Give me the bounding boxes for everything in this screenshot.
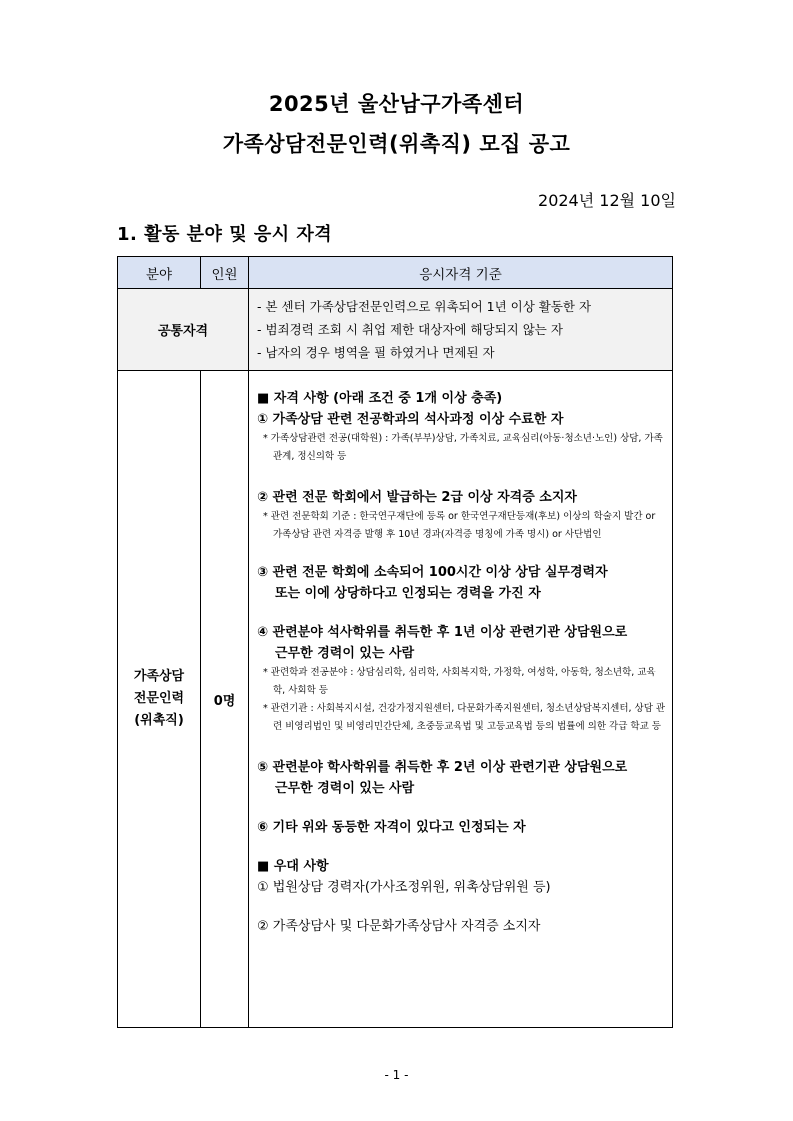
page-number: - 1 - [384,1068,409,1082]
common-row [118,289,673,371]
announcement-date: 2024년 12월 10일 [538,191,676,210]
requirements-heading: ■ 자격 사항 (아래 조건 중 1개 이상 충족) [257,391,503,406]
requirement-note: * 관련 전문학회 기준 : 한국연구재단에 등록 or 한국연구재단등재(후보) 이상의 학술지 발간 or 가족상담 관련 자격증 발행 후 10년 경과(자격증 명칭에 가족 명시) or 사단법인 [263,511,656,540]
requirement-note: * 가족상담관련 전공(대학원) : 가족(부부)상담, 가족치료, 교육심리(아동·청소년·노인) 상담, 가족관계, 정신의학 등 [263,433,663,462]
requirement-item: ② 관련 전문 학회에서 발급하는 2급 이상 자격증 소지자 [257,490,577,505]
requirement-item: ⑤ 관련분야 학사학위를 취득한 후 2년 이상 관련기관 상담원으로 근무한 경력이 있는 사람 [257,760,628,796]
common-line: - 남자의 경우 병역을 필 하였거나 면제된 자 [257,345,495,360]
common-label: 공통자격 [118,289,249,371]
qualification-details [249,371,673,1028]
common-qualifications [249,289,673,371]
preference-item: ② 가족상담사 및 다문화가족상담사 자격증 소지자 [257,919,541,934]
title-line-1: 2025년 울산남구가족센터 [268,92,525,116]
requirement-item: ③ 관련 전문 학회에 소속되어 100시간 이상 상담 실무경력자 또는 이에 상당하다고 인정되는 경력을 가진 자 [257,565,608,601]
field-name: 가족상담 전문인력 (위촉직) [118,371,201,1028]
field-row [118,371,673,1028]
requirement-item: ⑥ 기타 위와 동등한 자격이 있다고 인정되는 자 [257,820,526,835]
common-line: - 본 센터 가족상담전문인력으로 위촉되어 1년 이상 활동한 자 [257,299,592,314]
common-line: - 범죄경력 조회 시 취업 제한 대상자에 해당되지 않는 자 [257,322,563,337]
recruit-count: 0명 [201,371,249,1028]
section-heading: 1. 활동 분야 및 응시 자격 [117,224,333,245]
preference-item: ① 법원상담 경력자(가사조정위원, 위촉상담위원 등) [257,880,551,895]
requirement-note: * 관련기관 : 사회복지시설, 건강가정지원센터, 다문화가족지원센터, 청소년상담복지센터, 상담 관련 비영리법인 및 비영리민간단체, 초중등교육법 및 고등교육법 등의 법률에 의한 각급 학교 등 [263,703,666,732]
requirement-item: ④ 관련분야 석사학위를 취득한 후 1년 이상 관련기관 상담원으로 근무한 경력이 있는 사람 [257,625,628,661]
header-field: 분야 [118,257,201,289]
header-count: 인원 [201,257,249,289]
header-qualification: 응시자격 기준 [249,257,673,289]
preference-heading: ■ 우대 사항 [257,859,329,874]
requirement-item: ① 가족상담 관련 전공학과의 석사과정 이상 수료한 자 [257,412,564,427]
title-line-2: 가족상담전문인력(위촉직) 모집 공고 [222,132,571,156]
table-header-row [118,257,673,289]
qualification-table [117,256,673,1028]
requirement-note: * 관련학과 전공분야 : 상담심리학, 심리학, 사회복지학, 가정학, 여성학, 아동학, 청소년학, 교육학, 사회학 등 [263,667,656,696]
